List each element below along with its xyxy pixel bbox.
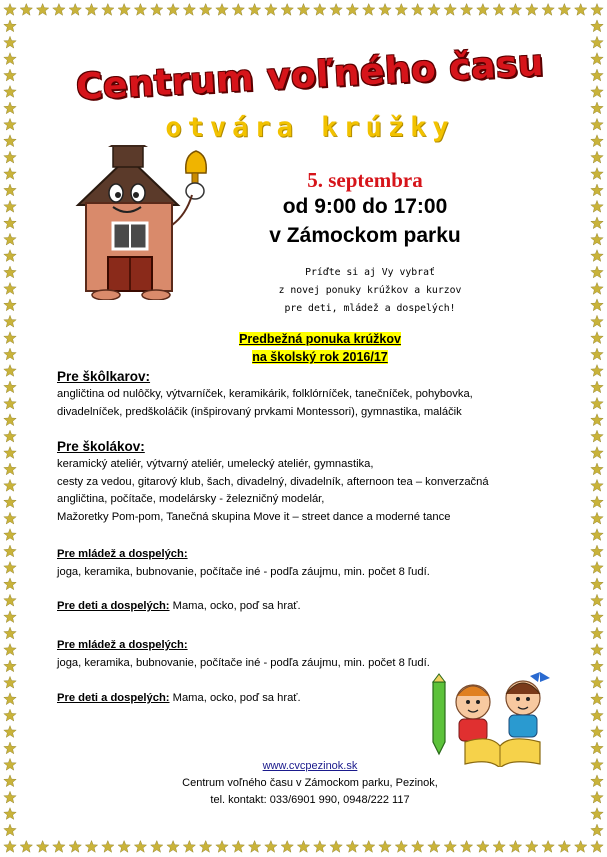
border-star [526, 4, 538, 16]
event-time: od 9:00 do 17:00 [282, 195, 448, 218]
border-star [444, 4, 456, 16]
border-star [591, 250, 603, 262]
border-star [591, 709, 603, 721]
border-star [591, 299, 603, 311]
section-youth-1: Pre mládež a dospelých: joga, keramika, bubnovanie, počítače iné - podľa záujmu, min. počet 8 ľudí. [57, 546, 557, 581]
border-star [591, 200, 603, 212]
border-star [591, 381, 603, 393]
footer-contact: tel. kontakt: 033/6901 990, 0948/222 117 [210, 794, 410, 806]
border-star [4, 479, 16, 491]
border-star [200, 841, 212, 853]
border-star [297, 4, 309, 16]
border-star [591, 594, 603, 606]
border-star [4, 69, 16, 81]
border-star [232, 841, 244, 853]
border-star [591, 742, 603, 754]
border-star [591, 808, 603, 820]
border-star [591, 397, 603, 409]
border-star [314, 4, 326, 16]
border-star [591, 118, 603, 130]
event-place: v Zámockom parku [269, 224, 461, 247]
border-star [493, 4, 505, 16]
border-star [314, 841, 326, 853]
border-star [85, 841, 97, 853]
border-star [346, 841, 358, 853]
border-star [4, 529, 16, 541]
border-star [346, 4, 358, 16]
border-star [591, 841, 603, 853]
border-star [591, 775, 603, 787]
border-star [4, 496, 16, 508]
border-star [4, 841, 16, 853]
section-heading: Pre škôlkarov: [57, 369, 151, 384]
section-family-1: Pre deti a dospelých: Mama, ocko, poď sa hrať. [57, 600, 301, 612]
border-star [134, 841, 146, 853]
event-date: 5. septembra [307, 168, 423, 192]
border-star [4, 53, 16, 65]
footer-organization: Centrum voľného času v Zámockom parku, Pezinok, [182, 777, 438, 789]
border-star [591, 414, 603, 426]
border-star [379, 4, 391, 16]
border-star [591, 184, 603, 196]
border-star [591, 20, 603, 32]
border-star [591, 496, 603, 508]
border-star [542, 4, 554, 16]
border-star [4, 693, 16, 705]
border-star [542, 841, 554, 853]
border-star [248, 4, 260, 16]
border-star [20, 841, 32, 853]
border-star [36, 4, 48, 16]
border-star [4, 758, 16, 770]
border-star [4, 118, 16, 130]
border-star [4, 545, 16, 557]
border-star [151, 841, 163, 853]
border-star [591, 283, 603, 295]
section-preschool: Pre škôlkarov: angličtina od nulôčky, výtvarníček, keramikárik, folklórníček, tanečníček, pohybovka, divadelníček, predškoláčik (inšpirovaný prvkami Montessori), gymnastika, maláčik [57, 368, 557, 421]
border-star [167, 4, 179, 16]
border-star [4, 726, 16, 738]
border-star [591, 151, 603, 163]
border-star [591, 69, 603, 81]
border-star [4, 594, 16, 606]
border-star [591, 463, 603, 475]
border-star [4, 348, 16, 360]
border-star [232, 4, 244, 16]
border-star [216, 4, 228, 16]
invitation-text: Príďte si aj Vy vybrať z novej ponuky krúžkov a kurzov pre deti, mládež a dospelých! [278, 267, 462, 314]
border-star [4, 332, 16, 344]
border-star [4, 742, 16, 754]
border-star [4, 233, 16, 245]
border-star [4, 184, 16, 196]
border-star [591, 512, 603, 524]
border-star [509, 841, 521, 853]
border-star [4, 397, 16, 409]
border-star [591, 479, 603, 491]
border-star [118, 4, 130, 16]
border-star [591, 233, 603, 245]
border-star [575, 4, 587, 16]
border-star [297, 841, 309, 853]
border-star [591, 168, 603, 180]
border-star [4, 463, 16, 475]
border-star [591, 266, 603, 278]
border-star [363, 841, 375, 853]
border-star [4, 709, 16, 721]
border-star [591, 611, 603, 623]
border-star [591, 529, 603, 541]
border-star [591, 53, 603, 65]
kids-reading-illustration [425, 672, 560, 767]
border-star [265, 4, 277, 16]
border-star [167, 841, 179, 853]
border-star [4, 824, 16, 836]
poster-title: Centrum voľného času [75, 42, 545, 109]
border-star [591, 102, 603, 114]
border-star [591, 348, 603, 360]
border-star [509, 4, 521, 16]
border-star [4, 562, 16, 574]
border-star [591, 332, 603, 344]
border-star [591, 726, 603, 738]
border-star [428, 841, 440, 853]
border-star [4, 168, 16, 180]
border-star [4, 135, 16, 147]
border-star [183, 4, 195, 16]
section-heading: Pre školákov: [57, 439, 145, 454]
border-star [4, 283, 16, 295]
border-star [4, 512, 16, 524]
border-star [4, 791, 16, 803]
border-star [53, 4, 65, 16]
border-star [134, 4, 146, 16]
border-star [591, 217, 603, 229]
section-heading: Pre deti a dospelých: [57, 692, 170, 704]
border-star [477, 841, 489, 853]
border-star [4, 200, 16, 212]
border-star [591, 791, 603, 803]
border-star [102, 4, 114, 16]
border-star [4, 611, 16, 623]
border-star [4, 808, 16, 820]
section-heading: Pre mládež a dospelých: [57, 548, 188, 560]
school-house-illustration [58, 145, 218, 300]
border-star [591, 644, 603, 656]
border-star [591, 430, 603, 442]
border-star [395, 841, 407, 853]
border-star [151, 4, 163, 16]
border-star [4, 102, 16, 114]
border-star [4, 447, 16, 459]
border-star [591, 676, 603, 688]
border-star [85, 4, 97, 16]
border-star [412, 4, 424, 16]
border-star [558, 841, 570, 853]
border-star [379, 841, 391, 853]
border-star [493, 841, 505, 853]
border-star [4, 250, 16, 262]
border-star [591, 824, 603, 836]
border-star [4, 86, 16, 98]
border-star [591, 545, 603, 557]
border-star [69, 4, 81, 16]
border-star [591, 693, 603, 705]
border-star [118, 841, 130, 853]
border-star [4, 578, 16, 590]
border-star [4, 676, 16, 688]
border-star [216, 841, 228, 853]
border-star [4, 266, 16, 278]
border-star [4, 20, 16, 32]
border-star [444, 841, 456, 853]
border-star [4, 660, 16, 672]
border-star [477, 4, 489, 16]
border-star [200, 4, 212, 16]
border-star [591, 660, 603, 672]
border-star [183, 841, 195, 853]
border-star [281, 4, 293, 16]
border-star [330, 4, 342, 16]
border-star [575, 841, 587, 853]
border-star [591, 135, 603, 147]
border-star [102, 841, 114, 853]
border-star [412, 841, 424, 853]
border-star [591, 4, 603, 16]
website-link[interactable]: www.cvcpezinok.sk [262, 760, 358, 772]
border-star [4, 381, 16, 393]
section-heading: Pre deti a dospelých: [57, 600, 170, 612]
section-school: Pre školákov: keramický ateliér, výtvarný ateliér, umelecký ateliér, gymnastika, cesty za vedou, gitarový klub, šach, divadelný, divadelník, afternoon tea – konverzačná angličtina, počítače, modelársky - železničný modelár, Mažoretky Pom-pom, Tanečná skupina Move it – street dance a moderné tance [57, 438, 557, 526]
poster-subtitle: otvára krúžky [165, 112, 455, 143]
border-star [363, 4, 375, 16]
border-star [4, 315, 16, 327]
border-star [4, 414, 16, 426]
border-star [591, 315, 603, 327]
border-star [591, 758, 603, 770]
section-heading: Pre mládež a dospelých: [57, 639, 188, 651]
border-star [4, 4, 16, 16]
border-star [591, 36, 603, 48]
border-star [281, 841, 293, 853]
border-star [69, 841, 81, 853]
border-star [591, 447, 603, 459]
border-star [395, 4, 407, 16]
border-star [36, 841, 48, 853]
border-star [4, 365, 16, 377]
border-star [591, 627, 603, 639]
border-star [4, 627, 16, 639]
border-star [265, 841, 277, 853]
section-youth-2: Pre mládež a dospelých: joga, keramika, bubnovanie, počítače iné - podľa záujmu, min. počet 8 ľudí. [57, 637, 557, 672]
border-star [591, 86, 603, 98]
border-star [53, 841, 65, 853]
border-star [330, 841, 342, 853]
border-star [591, 562, 603, 574]
offer-heading: Predbežná ponuka krúžkov na školský rok 2016/17 [239, 332, 401, 364]
border-star [591, 365, 603, 377]
border-star [4, 36, 16, 48]
border-star [4, 775, 16, 787]
border-star [4, 299, 16, 311]
border-star [526, 841, 538, 853]
border-star [558, 4, 570, 16]
border-star [20, 4, 32, 16]
border-star [591, 578, 603, 590]
border-star [460, 4, 472, 16]
border-star [428, 4, 440, 16]
section-family-2: Pre deti a dospelých: Mama, ocko, poď sa hrať. [57, 692, 301, 704]
border-star [4, 644, 16, 656]
border-star [460, 841, 472, 853]
border-star [4, 151, 16, 163]
footer [100, 758, 520, 809]
border-star [4, 430, 16, 442]
border-star [248, 841, 260, 853]
border-star [4, 217, 16, 229]
